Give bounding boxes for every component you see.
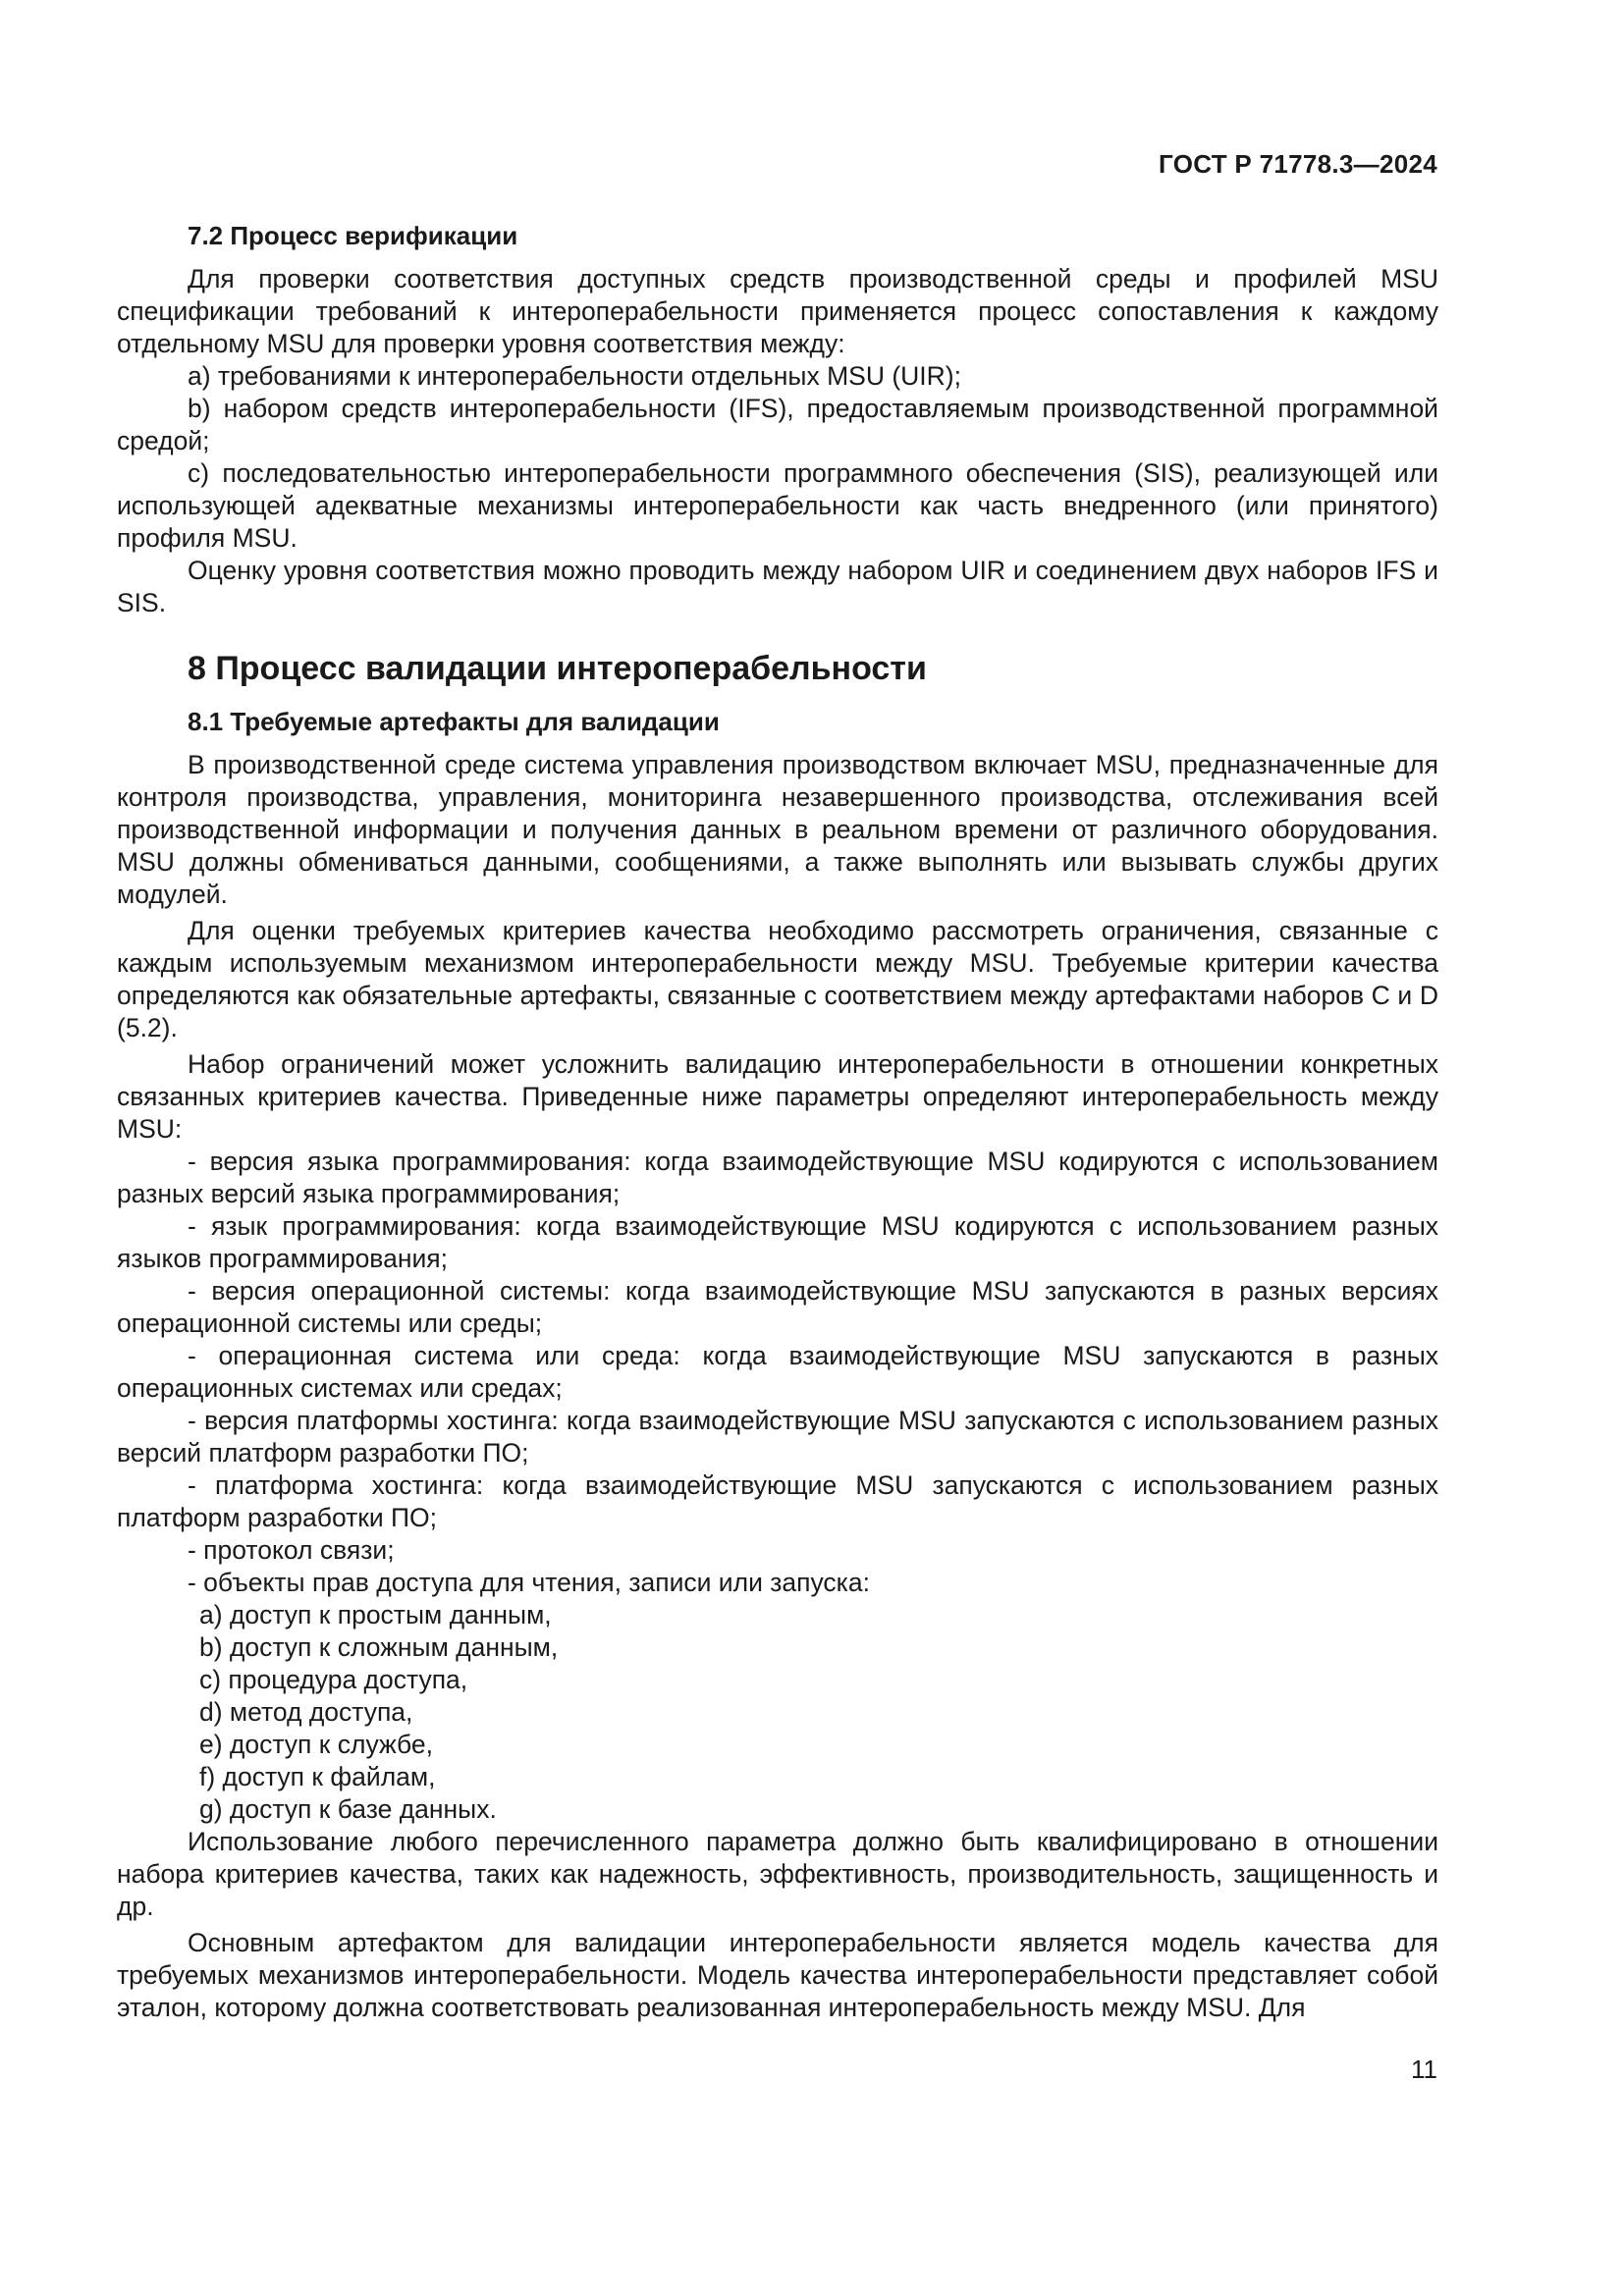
access-list-item: d) метод доступа, <box>199 1697 413 1727</box>
list-item: с) последовательностью интероперабельности программного обеспечения (SIS), реализующей или использующей адекватные механизмы интероперабельности как часть внедренного (или принятого) профиля MSU. <box>117 458 1438 553</box>
section-8-1-heading: 8.1 Требуемые артефакты для валидации <box>188 707 720 736</box>
section-7-2-closing: Оценку уровня соответствия можно проводить между набором UIR и соединением двух наборов IFS и SIS. <box>117 556 1438 617</box>
dash-list-item: - язык программирования: когда взаимодействующие MSU кодируются с использованием разных языков программирования; <box>117 1211 1438 1273</box>
dash-list-item: - версия языка программирования: когда взаимодействующие MSU кодируются с использованием разных версий языка программирования; <box>117 1147 1438 1208</box>
page-number: 11 <box>1411 2055 1437 2084</box>
access-list-item: b) доступ к сложным данным, <box>199 1632 559 1662</box>
access-list-item: е) доступ к службе, <box>199 1730 433 1759</box>
section-7-2-heading: 7.2 Процесс верификации <box>188 221 518 250</box>
paragraph: Набор ограничений может усложнить валидацию интероперабельности в отношении конкретных связанных критериев качества. Приведенные ниже параметры определяют интероперабельность между MSU: <box>117 1049 1438 1144</box>
paragraph: Для оценки требуемых критериев качества необходимо рассмотреть ограничения, связанные с каждым используемым механизмом интероперабельности между MSU. Требуемые критерии качества определяются как обязательные артефакты, связанные с соответствием между артефактами наборов С и D (5.2). <box>117 916 1438 1042</box>
section-7-2-intro: Для проверки соответствия доступных средств производственной среды и профилей MSU спецификации требований к интероперабельности применяется процесс сопоставления к каждому отдельному MSU для проверки уровня соответствия между: <box>117 264 1438 358</box>
paragraph: Использование любого перечисленного параметра должно быть квалифицировано в отношении набора критериев качества, таких как надежность, эффективность, производительность, защищенность и др. <box>117 1827 1438 1921</box>
dash-list-item: - версия операционной системы: когда взаимодействующие MSU запускаются в разных версиях операционной системы или среды; <box>117 1276 1438 1338</box>
dash-list-item: - версия платформы хостинга: когда взаимодействующие MSU запускаются с использованием разных версий платформ разработки ПО; <box>117 1406 1438 1468</box>
access-list-item: g) доступ к базе данных. <box>199 1794 497 1824</box>
list-item: а) требованиями к интероперабельности отдельных MSU (UIR); <box>188 361 961 391</box>
section-8-heading: 8 Процесс валидации интероперабельности <box>188 650 927 687</box>
dash-list-item: - операционная система или среда: когда взаимодействующие MSU запускаются в разных операционных системах или средах; <box>117 1341 1438 1403</box>
paragraph: В производственной среде система управления производством включает MSU, предназначенные для контроля производства, управления, мониторинга незавершенного производства, отслеживания всей производственной информации и получения данных в реальном времени от различного оборудования. MSU должны обмениваться данными, сообщениями, а также выполнять или вызывать службы других модулей. <box>117 750 1438 909</box>
dash-list-item: - объекты прав доступа для чтения, записи или запуска: <box>188 1568 870 1597</box>
paragraph: Основным артефактом для валидации интероперабельности является модель качества для требуемых механизмов интероперабельности. Модель качества интероперабельности представляет собой эталон, которому должна соответствовать реализованная интероперабельность между MSU. Для <box>117 1928 1438 2022</box>
list-item: b) набором средств интероперабельности (IFS), предоставляемым производственной программной средой; <box>117 394 1438 455</box>
dash-list-item: - протокол связи; <box>188 1535 395 1565</box>
access-list-item: а) доступ к простым данным, <box>199 1600 552 1629</box>
dash-list-item: - платформа хостинга: когда взаимодействующие MSU запускаются с использованием разных платформ разработки ПО; <box>117 1470 1438 1532</box>
document-id-header: ГОСТ Р 71778.3—2024 <box>1159 149 1437 179</box>
access-list-item: с) процедура доступа, <box>199 1665 468 1694</box>
access-list-item: f) доступ к файлам, <box>199 1762 436 1791</box>
document-body <box>117 218 1438 2024</box>
